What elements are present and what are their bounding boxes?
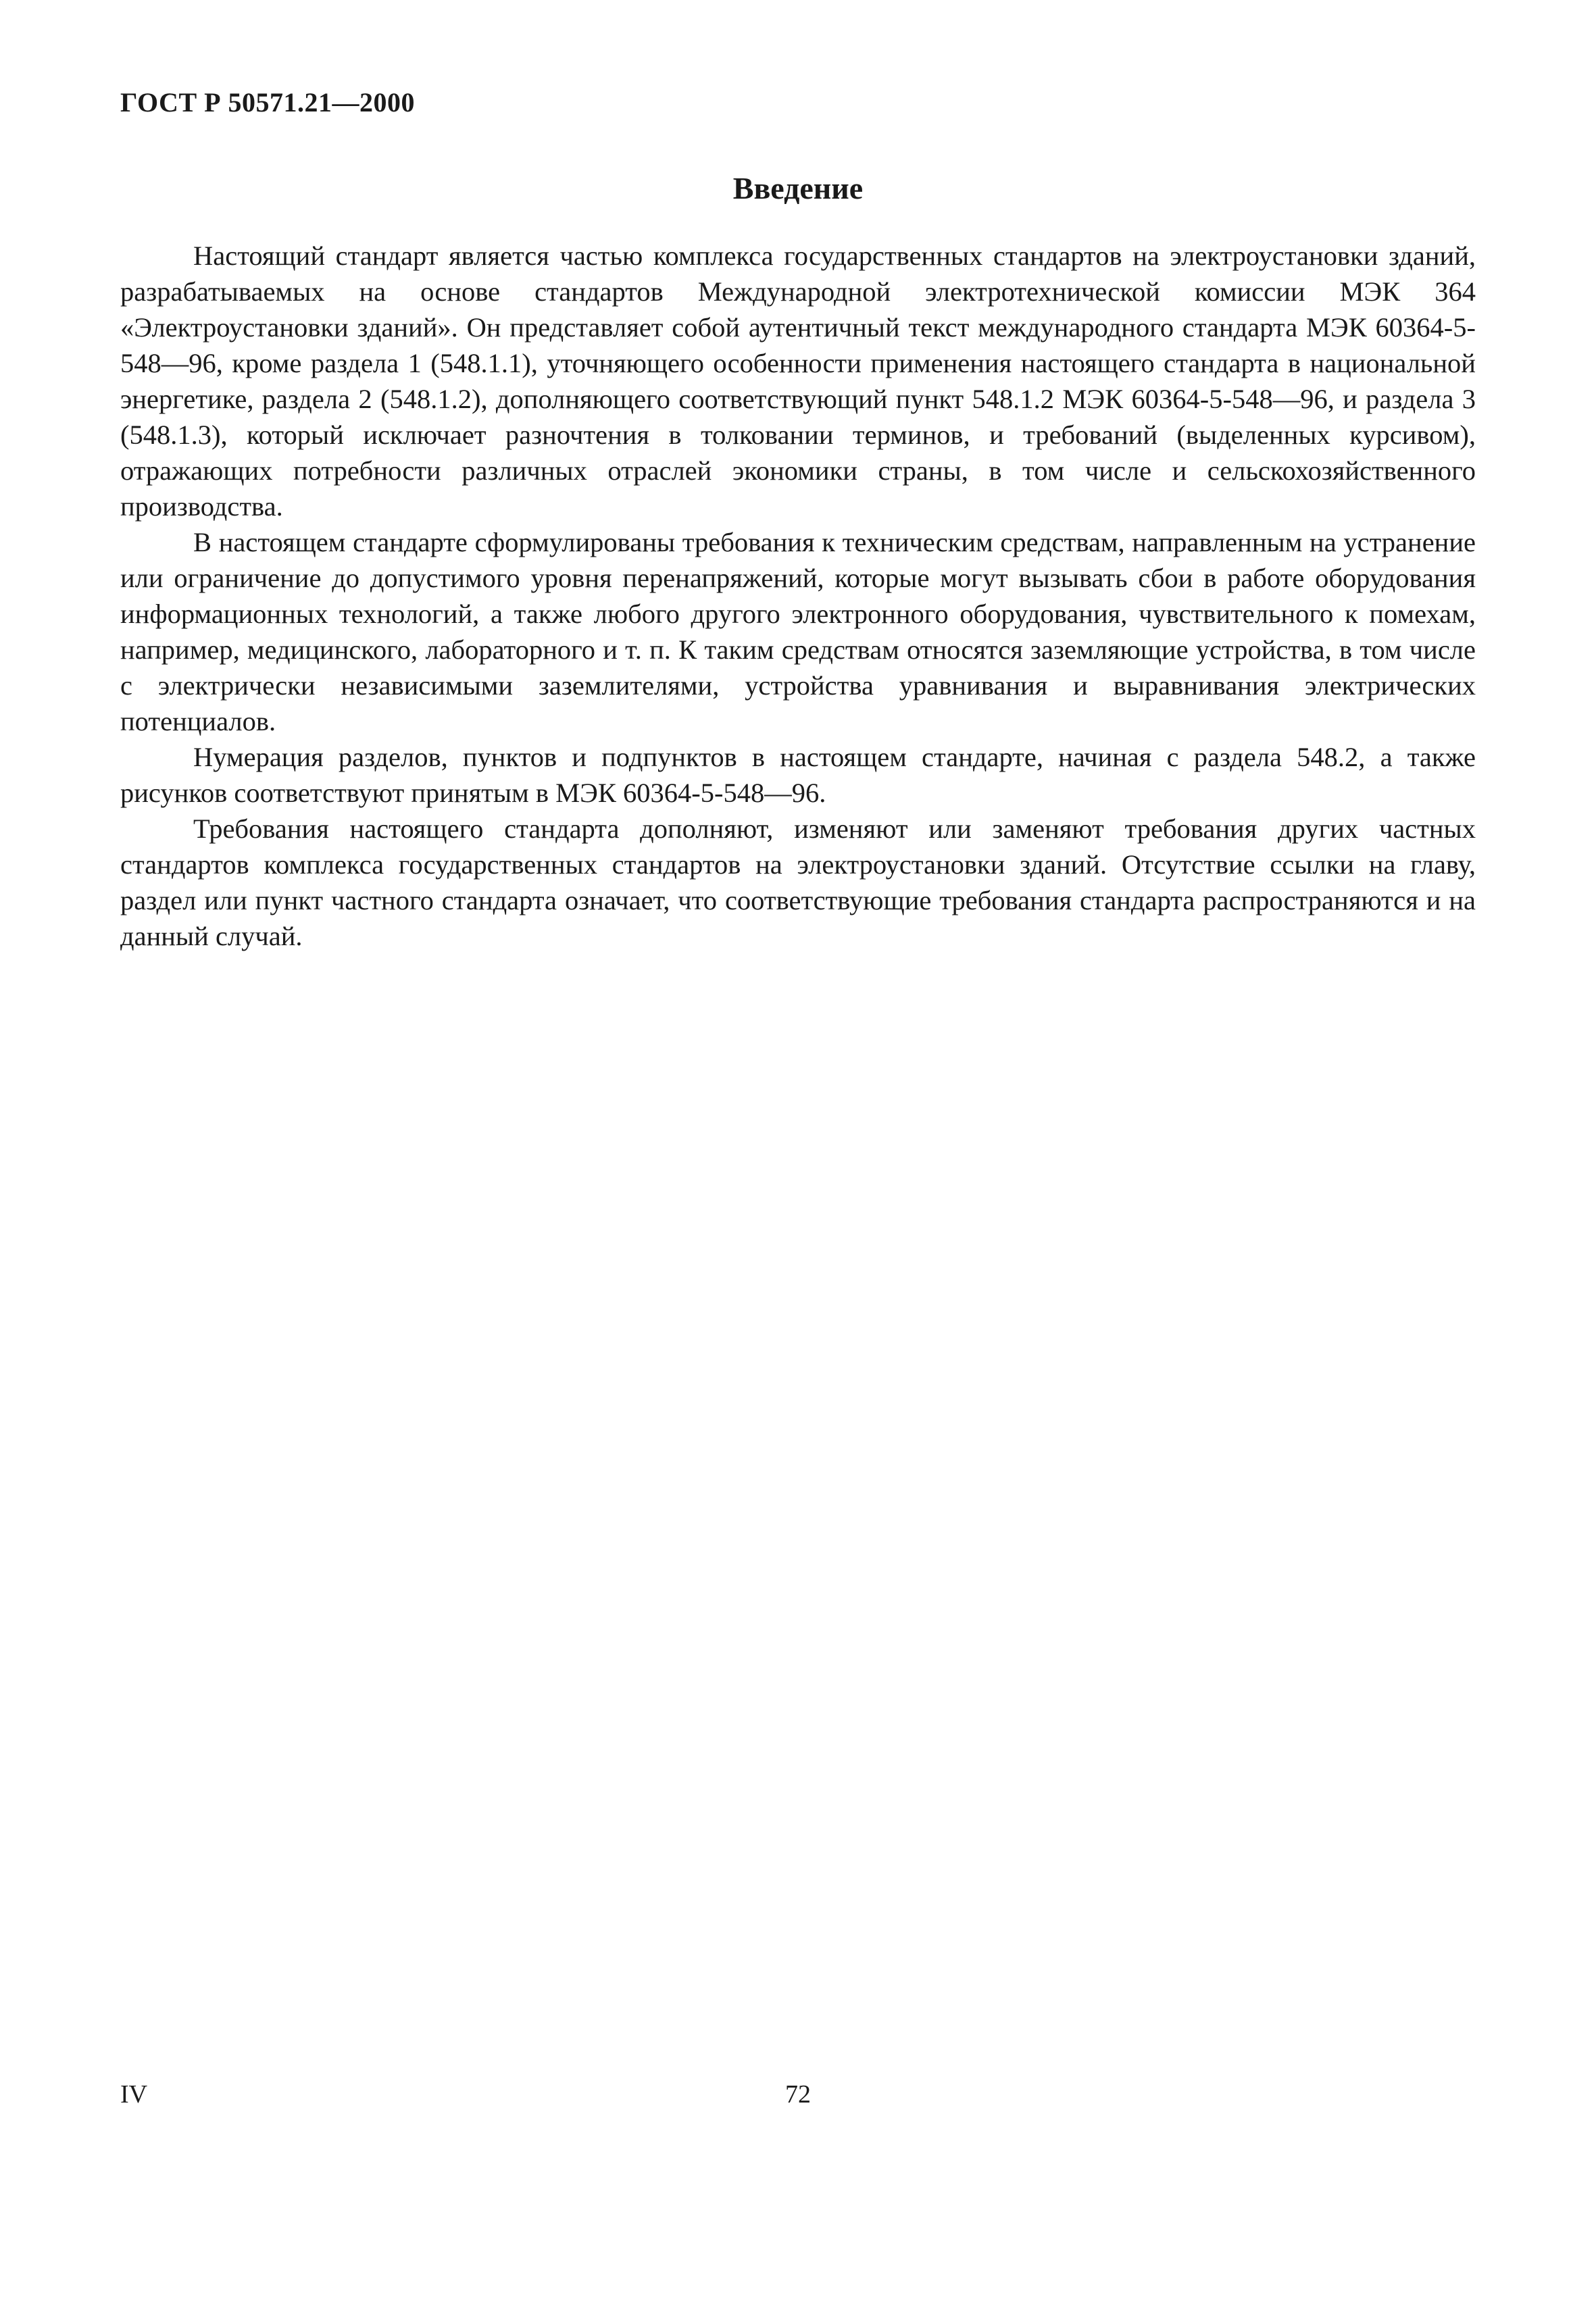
standard-code-header: ГОСТ Р 50571.21—2000	[120, 87, 416, 118]
paragraph-1: Настоящий стандарт является частью комплекса государственных стандартов на электроустановки зданий, разрабатываемых на основе стандартов Международной электротехнической комиссии МЭК 364 «Электроустановки зданий». Он представляет собой аутентичный текст международного стандарта МЭК 60364-5-548—96, кроме раздела 1 (548.1.1), уточняющего особенности применения настоящего стандарта в национальной энергетике, раздела 2 (548.1.2), дополняющего соответствующий пункт 548.1.2 МЭК 60364-5-548—96, и раздела 3 (548.1.3), который исключает разночтения в толковании терминов, и требований (выделенных курсивом), отражающих потребности различных отраслей экономики страны, в том числе и сельскохозяйственного производства.	[120, 241, 1476, 522]
paragraph-4: Требования настоящего стандарта дополняют, изменяют или заменяют требования других частных стандартов комплекса государственных стандартов на электроустановки зданий. Отсутствие ссылки на главу, раздел или пункт частного стандарта означает, что соответствующие требования стандарта распространяются и на данный случай.	[120, 813, 1476, 951]
body-text	[120, 238, 1476, 954]
roman-page-number: IV	[120, 2080, 148, 2109]
section-title: Введение	[732, 171, 864, 205]
paragraph-2: В настоящем стандарте сформулированы требования к техническим средствам, направленным на устранение или ограничение до допустимого уровня перенапряжений, которые могут вызывать сбои в работе оборудования информационных технологий, а также любого другого электронного оборудования, чувствительного к помехам, например, медицинского, лабораторного и т. п. К таким средствам относятся заземляющие устройства, в том числе с электрически независимыми заземлителями, устройства уравнивания и выравнивания электрических потенциалов.	[120, 527, 1476, 736]
paragraph-3: Нумерация разделов, пунктов и подпунктов в настоящем стандарте, начиная с раздела 548.2, а также рисунков соответствуют принятым в МЭК 60364-5-548—96.	[120, 742, 1476, 808]
page-number: 72	[785, 2080, 811, 2109]
